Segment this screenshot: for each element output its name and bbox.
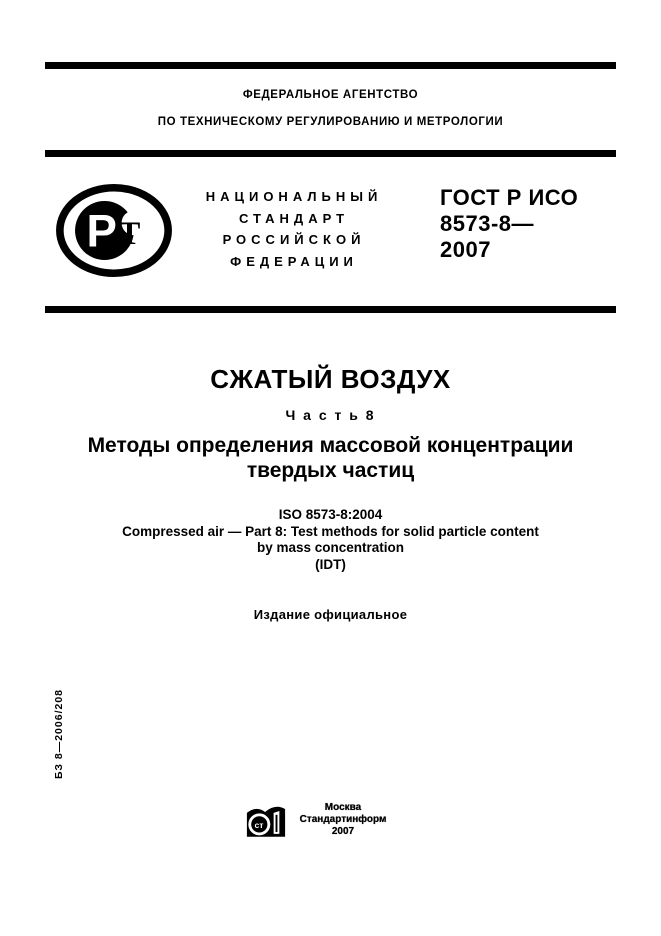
standard-type-line: СТАНДАРТ xyxy=(238,210,350,226)
iso-identity-degree: (IDT) xyxy=(315,556,346,572)
standard-type-line: НАЦИОНАЛЬНЫЙ xyxy=(205,189,383,204)
part-label: Ч а с т ь 8 xyxy=(285,407,376,423)
edition-note: Издание официальное xyxy=(253,607,408,622)
standard-type-line: РОССИЙСКОЙ xyxy=(222,232,366,247)
standard-type-line: ФЕДЕРАЦИИ xyxy=(230,253,358,269)
publisher-block xyxy=(279,802,407,838)
iso-code: ISO 8573-8:2004 xyxy=(278,507,383,522)
svg-text:Р: Р xyxy=(86,205,117,257)
publisher-name: Стандартинформ xyxy=(299,814,387,825)
horizontal-rule-header-top xyxy=(45,150,616,157)
document-title: СЖАТЫЙ ВОЗДУХ xyxy=(210,364,451,394)
standard-type xyxy=(183,186,405,272)
side-registration-code: БЗ 8—2006/208 xyxy=(53,688,65,780)
svg-text:ст: ст xyxy=(254,820,264,831)
document-subtitle xyxy=(45,434,616,483)
subtitle-line: Методы определения массовой концентрации xyxy=(87,434,574,457)
iso-title-line: by mass concentration xyxy=(256,540,405,555)
iso-title-line: Compressed air — Part 8: Test methods for solid particle content xyxy=(122,523,539,539)
horizontal-rule-top xyxy=(45,62,616,69)
rst-certification-mark-icon xyxy=(55,183,173,278)
iso-reference xyxy=(45,507,616,573)
agency-name: ФЕДЕРАЛЬНОЕ АГЕНТСТВО xyxy=(242,89,419,101)
designation-line: 2007 xyxy=(440,237,491,262)
designation-line: ГОСТ Р ИСО xyxy=(440,185,579,210)
publisher-city: Москва xyxy=(324,802,362,813)
subtitle-line: твердых частиц xyxy=(246,458,415,482)
standard-designation xyxy=(440,185,578,263)
svg-text:Т: Т xyxy=(118,214,141,251)
designation-line: 8573-8— xyxy=(440,211,535,236)
horizontal-rule-header-bottom xyxy=(45,306,616,313)
agency-department: ПО ТЕХНИЧЕСКОМУ РЕГУЛИРОВАНИЮ И МЕТРОЛОГИИ xyxy=(157,116,504,128)
publisher-year: 2007 xyxy=(331,826,355,837)
